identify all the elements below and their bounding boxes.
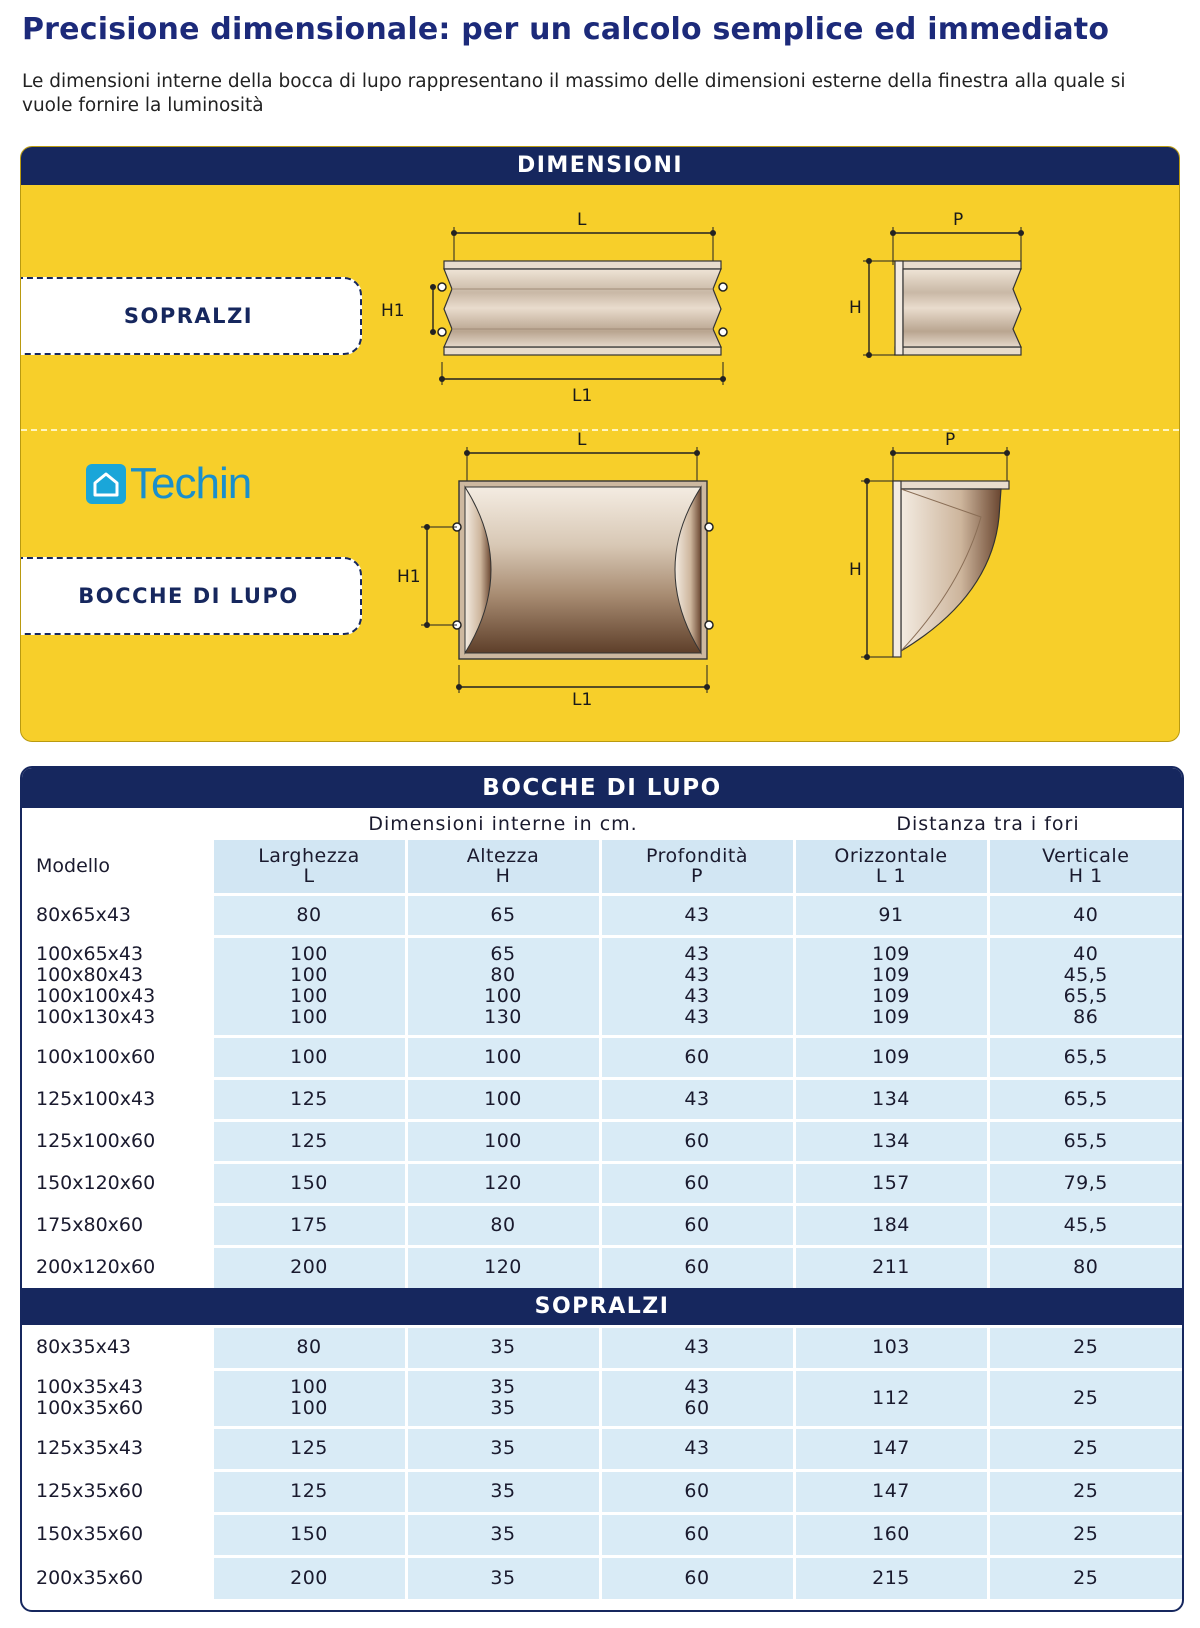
cell-l1 — [794, 1326, 988, 1369]
cell-value: 150 — [290, 1171, 328, 1194]
table-row — [22, 1513, 1182, 1556]
cell-l — [212, 894, 406, 936]
cell-l — [212, 1162, 406, 1204]
cell-model — [22, 1120, 212, 1162]
cell-value: 65,5 — [1063, 1087, 1108, 1110]
cell-p — [600, 1120, 794, 1162]
group-inner-dimensions: Dimensioni interne in cm. — [368, 813, 638, 835]
logo-text: Techin — [130, 459, 252, 508]
table-row — [22, 1204, 1182, 1246]
cell-model — [22, 1246, 212, 1288]
cell-l — [212, 1246, 406, 1288]
cell-value: 100 — [290, 943, 328, 965]
house-icon — [86, 464, 126, 504]
cell-l — [212, 936, 406, 1036]
cell-value: 200 — [290, 1566, 328, 1589]
col-width: Larghezza L — [212, 840, 406, 894]
cell-value: 45,5 — [1063, 964, 1108, 986]
cell-h — [406, 1427, 600, 1470]
cell-value: 60 — [684, 1566, 710, 1589]
cell-h — [406, 1556, 600, 1599]
cell-value: 125x100x43 — [36, 1087, 156, 1110]
cell-value: 35 — [490, 1566, 516, 1589]
cell-value: 60 — [684, 1523, 710, 1545]
cell-value: 147 — [872, 1437, 910, 1459]
cell-value: 25 — [1073, 1480, 1099, 1502]
cell-h1 — [988, 1556, 1182, 1599]
cell-value: 100 — [290, 1045, 328, 1068]
cell-value: 25 — [1073, 1566, 1099, 1589]
cell-h — [406, 1120, 600, 1162]
cell-value: 43 — [684, 1437, 710, 1459]
cell-model — [22, 1470, 212, 1513]
cell-value: 60 — [684, 1397, 710, 1419]
cell-value: 80 — [490, 964, 516, 986]
intro-text: Le dimensioni interne della bocca di lupo rappresentano il massimo delle dimensioni esterne della finestra alla quale si vuole fornire la luminosità — [22, 71, 1126, 116]
table-row — [22, 1036, 1182, 1078]
cell-value: 100x130x43 — [36, 1006, 156, 1028]
cell-p — [600, 1513, 794, 1556]
cell-p — [600, 1204, 794, 1246]
cell-value: 200x35x60 — [36, 1566, 144, 1589]
cell-value: 109 — [872, 943, 910, 965]
label-H-top: H — [849, 298, 862, 318]
cell-value: 100 — [290, 1006, 328, 1028]
cell-l — [212, 1513, 406, 1556]
table-row — [22, 1162, 1182, 1204]
cell-value: 86 — [1073, 1006, 1099, 1028]
cell-model — [22, 1326, 212, 1369]
cell-l — [212, 1120, 406, 1162]
cell-model — [22, 1036, 212, 1078]
cell-model — [22, 894, 212, 936]
cell-value: 211 — [872, 1256, 910, 1279]
cell-l1 — [794, 1078, 988, 1120]
cell-value: 100x35x43 — [36, 1376, 144, 1398]
cell-value: 80 — [1073, 1256, 1099, 1279]
table-row — [22, 1246, 1182, 1288]
table-row — [22, 1427, 1182, 1470]
cell-h — [406, 1162, 600, 1204]
cell-value: 103 — [872, 1336, 910, 1358]
cell-value: 60 — [684, 1213, 710, 1236]
table-row — [22, 1470, 1182, 1513]
sopralzi-section-title: SOPRALZI — [22, 1288, 1182, 1326]
label-L1-bottom: L1 — [572, 690, 593, 710]
cell-value: 109 — [872, 964, 910, 986]
cell-value: 120 — [484, 1171, 522, 1194]
cell-p — [600, 1078, 794, 1120]
cell-value: 100 — [484, 1045, 522, 1068]
cell-value: 100 — [290, 964, 328, 986]
cell-value: 43 — [684, 985, 710, 1007]
cell-l1 — [794, 1513, 988, 1556]
cell-value: 100 — [290, 985, 328, 1007]
cell-h1 — [988, 1513, 1182, 1556]
page-title: Precisione dimensionale: per un calcolo semplice ed immediato — [22, 12, 1110, 47]
cell-value: 157 — [872, 1171, 910, 1194]
cell-value: 25 — [1073, 1523, 1099, 1545]
cell-value: 45,5 — [1063, 1213, 1108, 1236]
cell-p — [600, 894, 794, 936]
dimensions-panel — [20, 146, 1180, 742]
cell-l — [212, 1078, 406, 1120]
cell-value: 125 — [290, 1087, 328, 1110]
cell-value: 100x80x43 — [36, 964, 144, 986]
cell-l1 — [794, 1162, 988, 1204]
cell-l1 — [794, 1427, 988, 1470]
sopralzi-rows — [22, 1326, 1182, 1599]
cell-value: 79,5 — [1063, 1171, 1108, 1194]
cell-value: 65 — [490, 903, 516, 926]
cell-value: 35 — [490, 1523, 516, 1545]
cell-l — [212, 1326, 406, 1369]
cell-value: 130 — [484, 1006, 522, 1028]
cell-value: 100 — [290, 1397, 328, 1419]
cell-value: 25 — [1073, 1437, 1099, 1459]
cell-h1 — [988, 1326, 1182, 1369]
table-row — [22, 1369, 1182, 1427]
cell-l — [212, 1369, 406, 1427]
cell-p — [600, 1556, 794, 1599]
cell-model — [22, 1204, 212, 1246]
group-hole-distance: Distanza tra i fori — [896, 813, 1080, 835]
cell-value: 60 — [684, 1045, 710, 1068]
col-model: Modello — [36, 855, 110, 878]
cell-h1 — [988, 1162, 1182, 1204]
cell-value: 175 — [290, 1213, 328, 1236]
cell-value: 65,5 — [1063, 1129, 1108, 1152]
cell-value: 134 — [872, 1129, 910, 1152]
col-height: Altezza H — [406, 840, 600, 894]
cell-l1 — [794, 1204, 988, 1246]
cell-value: 184 — [872, 1213, 910, 1236]
cell-model — [22, 1556, 212, 1599]
cell-value: 125 — [290, 1437, 328, 1459]
cell-value: 100 — [290, 1376, 328, 1398]
cell-value: 35 — [490, 1437, 516, 1459]
cell-value: 112 — [872, 1386, 910, 1409]
cell-value: 91 — [878, 903, 904, 926]
cell-value: 43 — [684, 1087, 710, 1110]
cell-value: 43 — [684, 1336, 710, 1358]
cell-h — [406, 1036, 600, 1078]
cell-l — [212, 1204, 406, 1246]
table-row — [22, 1078, 1182, 1120]
col-vertical: Verticale H 1 — [988, 840, 1182, 894]
cell-l1 — [794, 1369, 988, 1427]
cell-value: 65,5 — [1063, 985, 1108, 1007]
cell-h1 — [988, 1246, 1182, 1288]
cell-value: 147 — [872, 1480, 910, 1502]
label-L-top: L — [577, 210, 587, 230]
label-H1-top: H1 — [381, 301, 405, 321]
cell-p — [600, 1369, 794, 1427]
cell-h — [406, 1470, 600, 1513]
cell-value: 43 — [684, 1376, 710, 1398]
cell-value: 43 — [684, 903, 710, 926]
cell-value: 109 — [872, 1045, 910, 1068]
cell-value: 65,5 — [1063, 1045, 1108, 1068]
label-L1-top: L1 — [572, 386, 593, 406]
cell-value: 120 — [484, 1256, 522, 1279]
cell-value: 43 — [684, 1006, 710, 1028]
bocche-front-view — [397, 430, 713, 710]
cell-p — [600, 1427, 794, 1470]
cell-value: 125x35x43 — [36, 1437, 144, 1459]
cell-value: 35 — [490, 1376, 516, 1398]
cell-l — [212, 1036, 406, 1078]
cell-value: 150x120x60 — [36, 1171, 156, 1194]
cell-l1 — [794, 1470, 988, 1513]
cell-h1 — [988, 1036, 1182, 1078]
cell-value: 60 — [684, 1129, 710, 1152]
cell-model — [22, 936, 212, 1036]
cell-value: 100 — [484, 985, 522, 1007]
cell-l1 — [794, 1036, 988, 1078]
cell-value: 25 — [1073, 1336, 1099, 1358]
cell-value: 100 — [484, 1129, 522, 1152]
cell-value: 175x80x60 — [36, 1213, 144, 1236]
col-horizontal: Orizzontale L 1 — [794, 840, 988, 894]
cell-value: 100x65x43 — [36, 943, 144, 965]
cell-value: 65 — [490, 943, 516, 965]
cell-value: 100 — [484, 1087, 522, 1110]
cell-model — [22, 1369, 212, 1427]
cell-value: 43 — [684, 964, 710, 986]
cell-value: 35 — [490, 1397, 516, 1419]
cell-p — [600, 1162, 794, 1204]
cell-h1 — [988, 936, 1182, 1036]
cell-h1 — [988, 1470, 1182, 1513]
cell-value: 125 — [290, 1480, 328, 1502]
cell-h — [406, 1369, 600, 1427]
cell-value: 100x100x43 — [36, 985, 156, 1007]
cell-value: 60 — [684, 1256, 710, 1279]
cell-value: 43 — [684, 943, 710, 965]
technical-drawings — [21, 147, 1180, 742]
cell-value: 25 — [1073, 1386, 1099, 1409]
cell-h — [406, 1078, 600, 1120]
cell-model — [22, 1513, 212, 1556]
cell-h — [406, 1513, 600, 1556]
cell-model — [22, 1427, 212, 1470]
bocche-side-view — [849, 430, 1010, 660]
cell-p — [600, 1326, 794, 1369]
cell-h — [406, 1326, 600, 1369]
table-row — [22, 936, 1182, 1036]
cell-value: 215 — [872, 1566, 910, 1589]
sopralzi-tag: SOPRALZI — [20, 277, 362, 355]
cell-h1 — [988, 1427, 1182, 1470]
cell-h — [406, 894, 600, 936]
cell-h1 — [988, 894, 1182, 936]
cell-l — [212, 1470, 406, 1513]
cell-value: 125x100x60 — [36, 1129, 156, 1152]
cell-value: 150 — [290, 1523, 328, 1545]
cell-p — [600, 1470, 794, 1513]
cell-l1 — [794, 1556, 988, 1599]
cell-value: 100x100x60 — [36, 1045, 156, 1068]
label-H-bottom: H — [849, 560, 862, 580]
cell-value: 125x35x60 — [36, 1480, 144, 1502]
cell-h — [406, 936, 600, 1036]
cell-value: 160 — [872, 1523, 910, 1545]
cell-value: 35 — [490, 1480, 516, 1502]
table-row — [22, 1556, 1182, 1599]
cell-value: 60 — [684, 1480, 710, 1502]
cell-model — [22, 1162, 212, 1204]
label-L-bottom: L — [577, 430, 587, 450]
cell-value: 40 — [1073, 903, 1099, 926]
cell-h1 — [988, 1369, 1182, 1427]
cell-value: 80x65x43 — [36, 903, 132, 926]
cell-value: 109 — [872, 1006, 910, 1028]
cell-value: 100x35x60 — [36, 1397, 144, 1419]
cell-h1 — [988, 1078, 1182, 1120]
models-table-panel — [20, 766, 1184, 1612]
cell-l — [212, 1556, 406, 1599]
cell-h — [406, 1204, 600, 1246]
label-H1-bottom: H1 — [397, 567, 421, 587]
table-title: BOCCHE DI LUPO — [22, 768, 1182, 808]
cell-l1 — [794, 894, 988, 936]
cell-value: 80 — [296, 903, 322, 926]
cell-value: 35 — [490, 1336, 516, 1358]
models-table — [22, 808, 1182, 1599]
cell-model — [22, 1078, 212, 1120]
cell-value: 60 — [684, 1171, 710, 1194]
cell-value: 40 — [1073, 943, 1099, 965]
cell-value: 80 — [296, 1336, 322, 1358]
col-depth: Profondità P — [600, 840, 794, 894]
table-row — [22, 1120, 1182, 1162]
table-row — [22, 1326, 1182, 1369]
cell-p — [600, 1246, 794, 1288]
cell-value: 109 — [872, 985, 910, 1007]
cell-value: 80 — [490, 1213, 516, 1236]
cell-value: 80x35x43 — [36, 1336, 132, 1358]
cell-h — [406, 1246, 600, 1288]
sopralzi-side-view — [849, 210, 1024, 358]
cell-h1 — [988, 1204, 1182, 1246]
sopralzi-front-view — [381, 210, 727, 406]
label-P-top: P — [953, 210, 964, 230]
cell-l1 — [794, 1246, 988, 1288]
cell-value: 125 — [290, 1129, 328, 1152]
cell-p — [600, 936, 794, 1036]
cell-value: 150x35x60 — [36, 1523, 144, 1545]
cell-l1 — [794, 1120, 988, 1162]
bocche-tag: BOCCHE DI LUPO — [20, 557, 362, 635]
cell-value: 200 — [290, 1256, 328, 1279]
cell-value: 134 — [872, 1087, 910, 1110]
dimensions-header: DIMENSIONI — [21, 147, 1179, 185]
cell-h1 — [988, 1120, 1182, 1162]
cell-p — [600, 1036, 794, 1078]
cell-value: 200x120x60 — [36, 1256, 156, 1279]
bocche-rows — [22, 894, 1182, 1288]
label-P-bottom: P — [945, 430, 956, 450]
table-row — [22, 894, 1182, 936]
cell-l1 — [794, 936, 988, 1036]
techin-logo — [86, 459, 252, 508]
cell-l — [212, 1427, 406, 1470]
